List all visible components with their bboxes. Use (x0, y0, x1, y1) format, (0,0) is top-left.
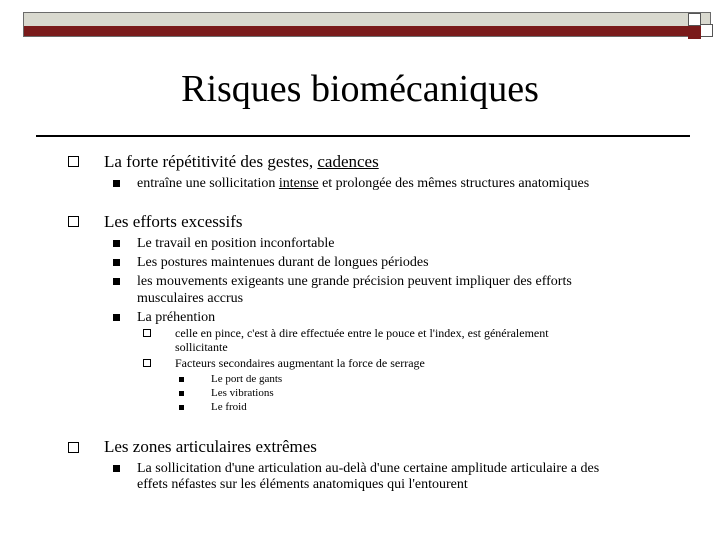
section-heading: Les efforts excessifs (104, 212, 243, 231)
list-item: La préhention (137, 310, 216, 325)
hollow-square-bullet-icon (68, 442, 79, 453)
hollow-square-bullet-icon (143, 359, 151, 367)
list-item: les mouvements exigeants une grande précision peuvent impliquer des efforts (137, 274, 572, 289)
top-decoration-stripe (24, 26, 710, 36)
sub-list-item-continuation: sollicitante (175, 340, 228, 354)
corner-square-decoration (688, 26, 701, 39)
filled-square-bullet-icon (113, 259, 120, 266)
section-heading: La forte répétitivité des gestes, cadences (104, 152, 379, 171)
filled-square-bullet-icon (113, 465, 120, 472)
title-divider (36, 135, 690, 137)
hollow-square-bullet-icon (143, 329, 151, 337)
filled-square-bullet-icon (179, 405, 184, 410)
filled-square-bullet-icon (179, 391, 184, 396)
hollow-square-bullet-icon (68, 216, 79, 227)
sub-sub-list-item: Le port de gants (211, 373, 283, 385)
list-item: entraîne une sollicitation intense et prolongée des mêmes structures anatomiques (137, 176, 590, 191)
sub-sub-list-item: Les vibrations (211, 387, 274, 399)
list-item-continuation: musculaires accrus (137, 291, 244, 306)
hollow-square-bullet-icon (68, 156, 79, 167)
list-item: La sollicitation d'une articulation au-delà d'une certaine amplitude articulaire a des (137, 461, 600, 476)
list-item: Les postures maintenues durant de longues périodes (137, 255, 429, 270)
underlined-term: cadences (317, 152, 379, 171)
filled-square-bullet-icon (113, 314, 120, 321)
underlined-term: intense (278, 176, 319, 191)
filled-square-bullet-icon (113, 180, 120, 187)
list-item-continuation: effets néfastes sur les éléments anatomiques qui l'entourent (137, 477, 468, 492)
sub-list-item: Facteurs secondaires augmentant la force de serrage (175, 356, 425, 370)
sub-list-item: celle en pince, c'est à dire effectuée entre le pouce et l'index, est généralement (175, 326, 549, 340)
slide-title: Risques biomécaniques (181, 68, 539, 110)
list-item: Le travail en position inconfortable (137, 236, 335, 251)
filled-square-bullet-icon (113, 278, 120, 285)
filled-square-bullet-icon (113, 240, 120, 247)
top-decoration-bar (23, 12, 711, 37)
corner-square-decoration (700, 24, 713, 37)
section-heading: Les zones articulaires extrêmes (104, 437, 317, 456)
sub-sub-list-item: Le froid (211, 401, 247, 413)
filled-square-bullet-icon (179, 377, 184, 382)
